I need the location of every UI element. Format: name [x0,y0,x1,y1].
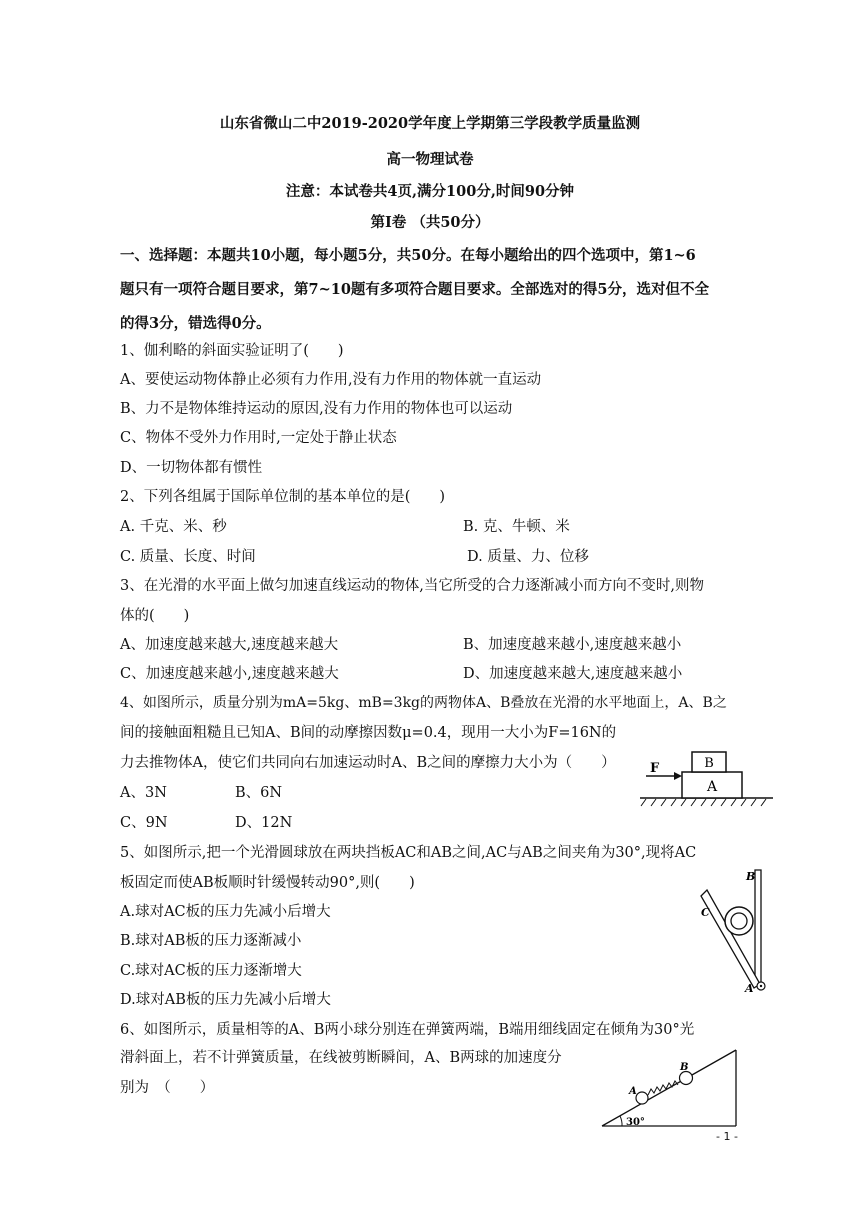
q6-stem-line-1: 6、如图所示，质量相等的A、B两小球分别连在弹簧两端，B端用细线固定在倾角为30°光 [120,1022,695,1038]
q2-option-b: B. 克、牛顿、米 [463,519,570,535]
q6-thread [692,1050,736,1075]
q6-angle-arc [620,1116,622,1126]
q1-stem: 1、伽利略的斜面实验证明了( ) [120,343,344,359]
q5-option-b: B.球对AB板的压力逐渐减小 [120,933,302,949]
q6-ball-b [680,1072,693,1085]
q5-pivot-dot [760,985,762,987]
q6-stem-line-2: 滑斜面上，若不计弹簧质量，在线被剪断瞬间，A、B两球的加速度分 [120,1050,562,1066]
q5-plate-ac [701,890,760,988]
q4-stem-line-2: 间的接触面粗糙且已知A、B间的动摩擦因数μ=0.4，现用一大小为F=16N的 [120,725,617,741]
section-intro-line-3: 的得3分，错选得0分。 [120,315,271,332]
q3-option-a: A、加速度越来越大,速度越来越大 [120,637,339,653]
q1-option-d: D、一切物体都有惯性 [120,460,263,476]
q5-ball-inner [731,913,747,929]
q2-option-a: A. 千克、米、秒 [120,519,227,535]
q6-incline-figure [598,1036,740,1130]
q4-option-c: C、9N [120,815,168,831]
q4-force-arrowhead [674,772,682,780]
page-number: - 1 - [716,1130,738,1143]
exam-title: 山东省微山二中2019-2020学年度上学期第三学段教学质量监测 [219,115,641,132]
q6-ball-a [636,1092,648,1104]
q1-option-b: B、力不是物体维持运动的原因,没有力作用的物体也可以运动 [120,401,513,417]
q4-blocks-figure [638,744,778,808]
q1-option-a: A、要使运动物体静止必须有力作用,没有力作用的物体就一直运动 [120,372,542,388]
q4-option-d: D、12N [235,815,293,831]
q5-stem-line-2: 板固定而使AB板顺时针缓慢转动90°,则( ) [120,875,415,891]
q2-option-c: C. 质量、长度、时间 [120,549,256,565]
q4-stem-line-3: 力去推物体A，使它们共同向右加速运动时A、B之间的摩擦力大小为（ ） [120,755,616,771]
q3-option-d: D、加速度越来越大,速度越来越小 [463,666,683,682]
q4-label-b: B [704,756,714,771]
q5-stem-line-1: 5、如图所示,把一个光滑圆球放在两块挡板AC和AB之间,AC与AB之间夹角为30°,现将AC [120,845,697,861]
q5-option-c: C.球对AC板的压力逐渐增大 [120,963,302,979]
q5-label-c: C [701,906,710,919]
q3-stem-line-1: 3、在光滑的水平面上做匀加速直线运动的物体,当它所受的合力逐渐减小而方向不变时,则物 [120,578,704,594]
q4-option-b: B、6N [235,785,283,801]
q4-option-a: A、3N [120,785,167,801]
q3-option-c: C、加速度越来越小,速度越来越大 [120,666,339,682]
q5-plates-figure [694,866,774,996]
q4-ground-hatching [641,799,766,806]
q5-option-a: A.球对AC板的压力先减小后增大 [120,904,331,920]
q6-angle-label: 30° [626,1117,645,1128]
q4-stem-line-1: 4、如图所示，质量分别为mA=5kg、mB=3kg的两物体A、B叠放在光滑的水平地面上，A、B之 [120,695,727,711]
q4-label-f: F [650,761,660,776]
q6-stem-line-3: 别为 （ ） [120,1080,215,1096]
q1-option-c: C、物体不受外力作用时,一定处于静止状态 [120,430,397,446]
q5-plate-ab [755,870,761,984]
q6-label-b: B [680,1062,689,1073]
q3-option-b: B、加速度越来越小,速度越来越小 [463,637,682,653]
q6-label-a: A [629,1086,637,1097]
exam-notice: 注意：本试卷共4页,满分100分,时间90分钟 [285,183,575,200]
section-intro-line-2: 题只有一项符合题目要求，第7~10题有多项符合题目要求。全部选对的得5分，选对但不全 [120,281,710,298]
volume-heading: 第Ⅰ卷 （共50分） [370,214,490,231]
q4-label-a: A [706,779,718,795]
exam-subtitle: 高一物理试卷 [386,151,474,168]
q5-label-a: A [745,982,754,995]
q3-stem-line-2: 体的( ) [120,608,190,624]
q2-option-d: D. 质量、力、位移 [467,549,589,565]
q6-spring [648,1081,678,1095]
section-intro-line-1: 一、选择题：本题共10小题，每小题5分，共50分。在每小题给出的四个选项中，第1~6 [120,247,696,264]
q5-label-b: B [746,870,756,883]
q5-option-d: D.球对AB板的压力先减小后增大 [120,992,331,1008]
q2-stem: 2、下列各组属于国际单位制的基本单位的是( ) [120,489,446,505]
